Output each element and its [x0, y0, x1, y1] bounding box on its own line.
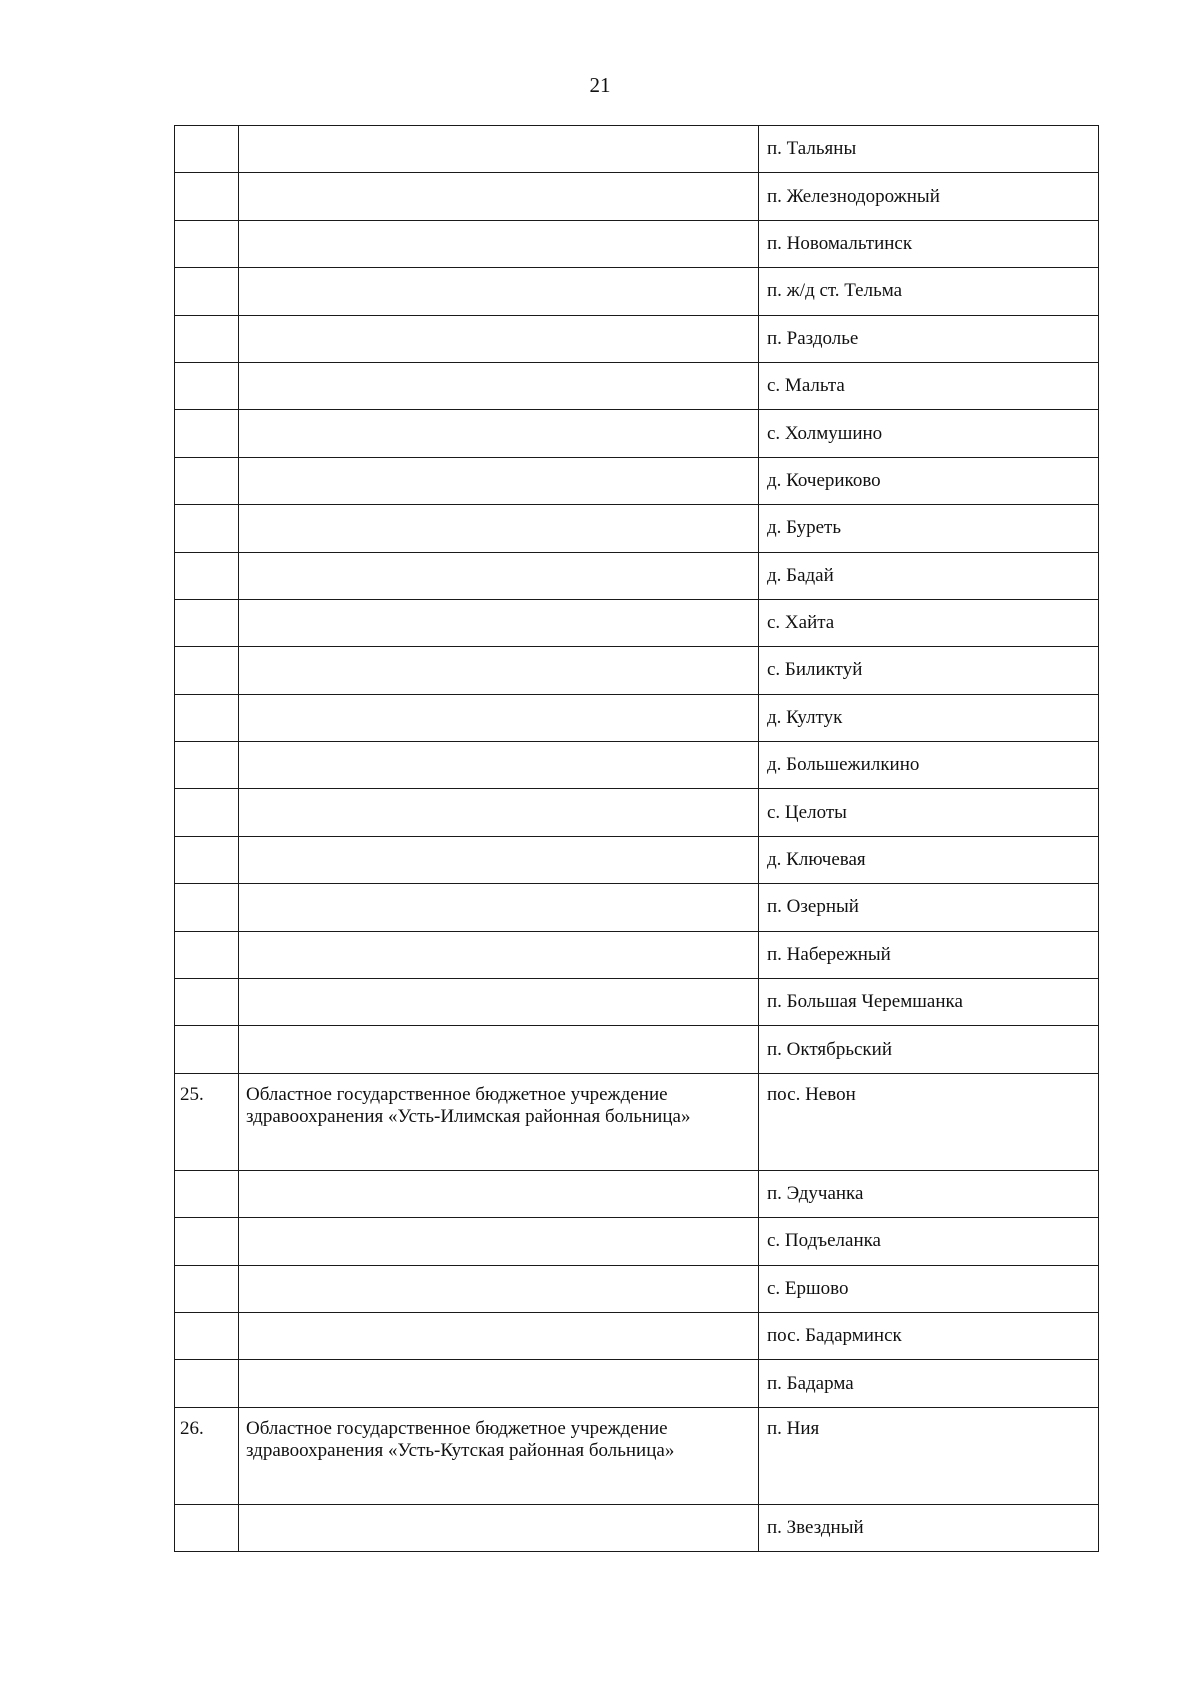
settlement-cell: д. Ключевая: [759, 836, 1099, 883]
organization-cell: [239, 552, 759, 599]
settlement-cell: с. Целоты: [759, 789, 1099, 836]
row-number-cell: [175, 884, 239, 931]
table-row: [175, 742, 1099, 789]
organization-cell: Областное государственное бюджетное учреждение здравоохранения «Усть-Илимская районная больница»: [239, 1073, 759, 1170]
row-number-cell: 26.: [175, 1407, 239, 1504]
organization-cell: [239, 505, 759, 552]
organization-cell: [239, 694, 759, 741]
table-row: [175, 410, 1099, 457]
table-row: [175, 599, 1099, 646]
table-row: [175, 1026, 1099, 1073]
row-number-cell: [175, 1218, 239, 1265]
settlement-cell: д. Кочериково: [759, 457, 1099, 504]
row-number-cell: [175, 1312, 239, 1359]
table-row: [175, 268, 1099, 315]
row-number-cell: [175, 505, 239, 552]
organization-cell: [239, 1312, 759, 1359]
table-row: [175, 647, 1099, 694]
organization-cell: [239, 173, 759, 220]
settlement-cell: с. Хайта: [759, 599, 1099, 646]
row-number-cell: [175, 979, 239, 1026]
row-number-cell: [175, 220, 239, 267]
row-number-cell: [175, 1360, 239, 1407]
page-number: 21: [589, 73, 611, 97]
settlement-cell: п. Октябрьский: [759, 1026, 1099, 1073]
row-number-cell: [175, 457, 239, 504]
organization-cell: [239, 457, 759, 504]
organization-cell: [239, 220, 759, 267]
organization-cell: [239, 268, 759, 315]
table-row: [175, 836, 1099, 883]
settlement-cell: п. Озерный: [759, 884, 1099, 931]
organization-cell: [239, 410, 759, 457]
organization-cell: [239, 979, 759, 1026]
row-number-cell: [175, 742, 239, 789]
settlement-cell: с. Биликтуй: [759, 647, 1099, 694]
table-row: [175, 1407, 1099, 1504]
settlement-cell: пос. Невон: [759, 1073, 1099, 1170]
row-number-cell: [175, 694, 239, 741]
settlement-cell: д. Бадай: [759, 552, 1099, 599]
table-row: [175, 979, 1099, 1026]
organization-cell: [239, 1360, 759, 1407]
organization-cell: [239, 1504, 759, 1551]
row-number-cell: [175, 647, 239, 694]
row-number-cell: [175, 410, 239, 457]
table-row: [175, 1360, 1099, 1407]
settlement-cell: п. Эдучанка: [759, 1170, 1099, 1217]
row-number-cell: [175, 173, 239, 220]
settlement-cell: п. ж/д ст. Тельма: [759, 268, 1099, 315]
table-row: [175, 931, 1099, 978]
settlement-cell: п. Тальяны: [759, 126, 1099, 173]
row-number-cell: [175, 836, 239, 883]
settlement-cell: п. Новомальтинск: [759, 220, 1099, 267]
settlement-cell: с. Подъеланка: [759, 1218, 1099, 1265]
row-number-cell: [175, 362, 239, 409]
organization-cell: [239, 742, 759, 789]
table-row: [175, 362, 1099, 409]
table-row: [175, 1312, 1099, 1359]
table-row: [175, 505, 1099, 552]
organization-cell: [239, 931, 759, 978]
row-number-cell: [175, 268, 239, 315]
settlement-cell: пос. Бадарминск: [759, 1312, 1099, 1359]
settlement-cell: д. Большежилкино: [759, 742, 1099, 789]
table-row: [175, 552, 1099, 599]
organization-cell: [239, 599, 759, 646]
table-row: [175, 1265, 1099, 1312]
settlements-table: [174, 125, 1099, 1552]
settlement-cell: д. Култук: [759, 694, 1099, 741]
settlement-cell: п. Большая Черемшанка: [759, 979, 1099, 1026]
table-row: [175, 1073, 1099, 1170]
settlement-cell: с. Мальта: [759, 362, 1099, 409]
table-body: [175, 126, 1099, 1552]
settlement-cell: п. Ния: [759, 1407, 1099, 1504]
settlement-cell: п. Звездный: [759, 1504, 1099, 1551]
row-number-cell: [175, 552, 239, 599]
row-number-cell: [175, 931, 239, 978]
organization-cell: [239, 1218, 759, 1265]
organization-cell: [239, 789, 759, 836]
table-row: [175, 173, 1099, 220]
table-row: [175, 789, 1099, 836]
organization-cell: [239, 647, 759, 694]
row-number-cell: [175, 126, 239, 173]
row-number-cell: [175, 1504, 239, 1551]
row-number-cell: [175, 1265, 239, 1312]
table-row: [175, 1170, 1099, 1217]
table-row: [175, 694, 1099, 741]
settlement-cell: д. Буреть: [759, 505, 1099, 552]
table-row: [175, 126, 1099, 173]
organization-cell: [239, 126, 759, 173]
table-row: [175, 315, 1099, 362]
organization-cell: [239, 1170, 759, 1217]
organization-cell: [239, 1026, 759, 1073]
table-row: [175, 220, 1099, 267]
row-number-cell: [175, 1170, 239, 1217]
settlement-cell: с. Ершово: [759, 1265, 1099, 1312]
table-row: [175, 1504, 1099, 1551]
organization-cell: [239, 315, 759, 362]
row-number-cell: [175, 1026, 239, 1073]
organization-cell: [239, 362, 759, 409]
organization-cell: [239, 836, 759, 883]
settlement-cell: п. Набережный: [759, 931, 1099, 978]
row-number-cell: 25.: [175, 1073, 239, 1170]
settlement-cell: п. Железнодорожный: [759, 173, 1099, 220]
organization-cell: [239, 884, 759, 931]
organization-cell: [239, 1265, 759, 1312]
table-row: [175, 884, 1099, 931]
row-number-cell: [175, 315, 239, 362]
row-number-cell: [175, 599, 239, 646]
organization-cell: Областное государственное бюджетное учреждение здравоохранения «Усть-Кутская районная больница»: [239, 1407, 759, 1504]
settlement-cell: с. Холмушино: [759, 410, 1099, 457]
settlement-cell: п. Бадарма: [759, 1360, 1099, 1407]
table-row: [175, 457, 1099, 504]
settlement-cell: п. Раздолье: [759, 315, 1099, 362]
row-number-cell: [175, 789, 239, 836]
table-row: [175, 1218, 1099, 1265]
